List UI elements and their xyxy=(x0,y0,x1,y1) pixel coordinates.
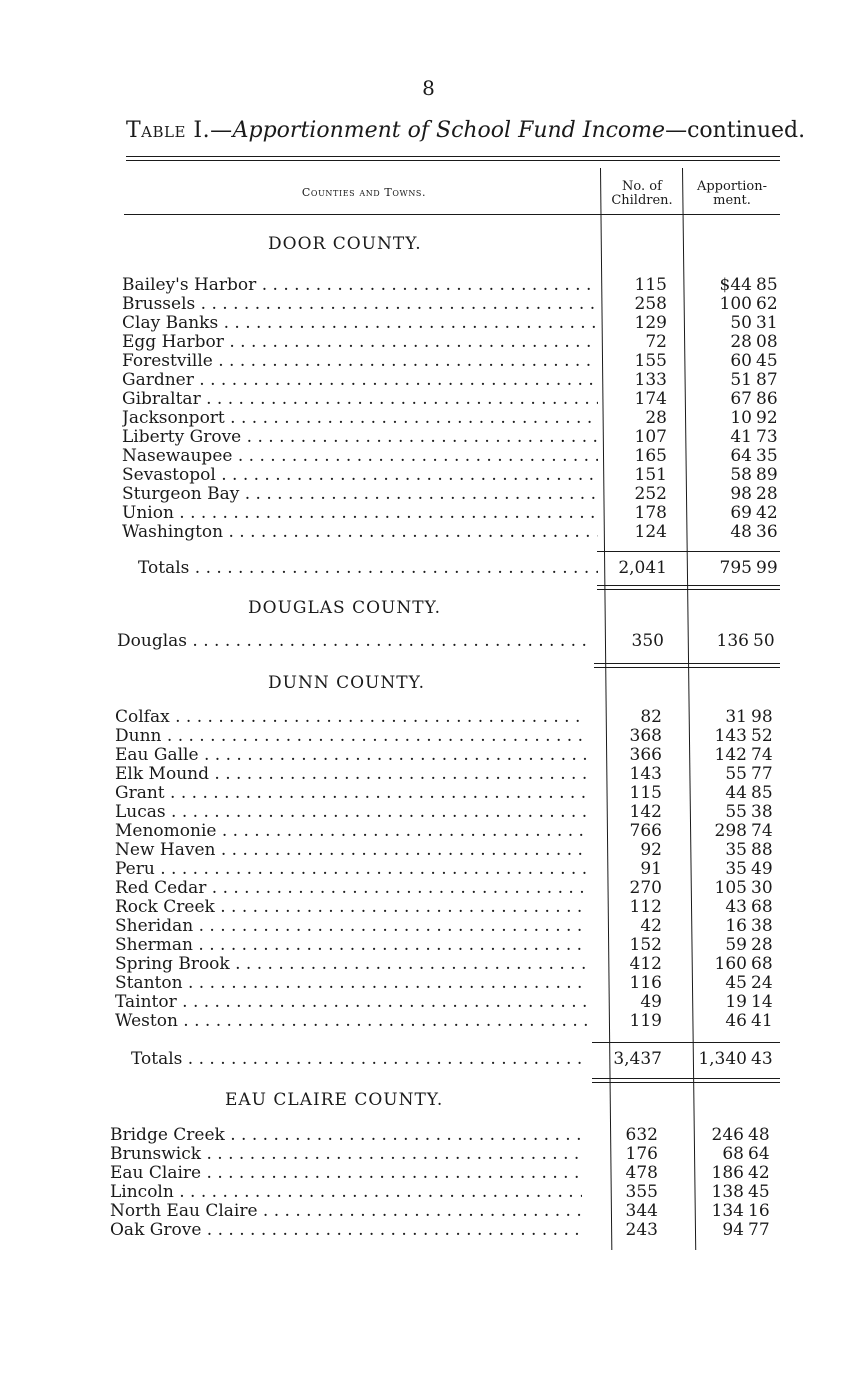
table-row xyxy=(0,485,857,504)
apportionment-dollars: $44 xyxy=(719,275,752,295)
apportionment-cents: 52 xyxy=(751,726,773,746)
apportionment-dollars: 246 xyxy=(711,1125,744,1145)
children-count: 82 xyxy=(640,707,662,727)
apportionment-dollars: 48 xyxy=(730,522,752,542)
children-count: 174 xyxy=(634,389,667,409)
section-double-rule xyxy=(592,1082,780,1083)
table-row xyxy=(0,371,857,390)
town-name: Lincoln . . . xyxy=(110,1183,582,1202)
town-name: Nasewaupee . . . xyxy=(122,447,598,466)
totals-row xyxy=(0,1050,857,1069)
section-double-rule xyxy=(597,589,780,590)
table-row xyxy=(0,917,857,936)
apportionment-cents: 92 xyxy=(756,408,778,428)
apportionment-cents: 45 xyxy=(748,1182,770,1202)
apportionment-cents: 49 xyxy=(751,859,773,879)
town-name: Oak Grove . . . xyxy=(110,1221,582,1240)
town-name: Stanton . . . xyxy=(115,974,587,993)
children-count: 165 xyxy=(634,446,667,466)
table-row xyxy=(0,727,857,746)
header-counties-and-towns: Counties and Towns. xyxy=(301,186,427,199)
apportionment-cents: 42 xyxy=(748,1163,770,1183)
apportionment-cents: 08 xyxy=(756,332,778,352)
table-row xyxy=(0,276,857,295)
section-double-rule xyxy=(592,1078,780,1079)
totals-dollars: 795 xyxy=(719,558,752,578)
table-row xyxy=(0,314,857,333)
town-name: Sheridan . . . xyxy=(115,917,587,936)
header-children-line1: No. of xyxy=(622,179,662,194)
table-row xyxy=(0,1126,857,1145)
apportionment-dollars: 134 xyxy=(711,1201,744,1221)
apportionment-dollars: 142 xyxy=(714,745,747,765)
children-count: 155 xyxy=(634,351,667,371)
table-row xyxy=(0,632,857,651)
children-count: 344 xyxy=(625,1201,658,1221)
children-count: 112 xyxy=(629,897,662,917)
header-apportionment xyxy=(684,180,780,208)
table-row xyxy=(0,898,857,917)
apportionment-cents: 16 xyxy=(748,1201,770,1221)
apportionment-cents: 50 xyxy=(753,631,775,651)
apportionment-dollars: 64 xyxy=(730,446,752,466)
town-name: Clay Banks . . . xyxy=(122,314,598,333)
table-row xyxy=(0,993,857,1012)
children-count: 258 xyxy=(634,294,667,314)
town-name: Grant . . . xyxy=(115,784,587,803)
children-count: 766 xyxy=(629,821,662,841)
children-count: 28 xyxy=(645,408,667,428)
table-row xyxy=(0,333,857,352)
town-name: Jacksonport . . . xyxy=(122,409,598,428)
table-row xyxy=(0,803,857,822)
town-name: Menomonie . . . xyxy=(115,822,587,841)
apportionment-dollars: 10 xyxy=(730,408,752,428)
children-count: 412 xyxy=(629,954,662,974)
town-name: Sturgeon Bay . . . xyxy=(122,485,598,504)
apportionment-dollars: 51 xyxy=(730,370,752,390)
apportionment-dollars: 55 xyxy=(725,802,747,822)
apportionment-dollars: 44 xyxy=(725,783,747,803)
apportionment-dollars: 298 xyxy=(714,821,747,841)
apportionment-dollars: 67 xyxy=(730,389,752,409)
table-row xyxy=(0,936,857,955)
town-name: Colfax . . . xyxy=(115,708,587,727)
apportionment-dollars: 68 xyxy=(722,1144,744,1164)
town-name: Eau Galle . . . xyxy=(115,746,587,765)
town-name: Gibraltar . . . xyxy=(122,390,598,409)
table-row xyxy=(0,955,857,974)
apportionment-cents: 30 xyxy=(751,878,773,898)
table-row xyxy=(0,841,857,860)
town-name: Elk Mound . . . xyxy=(115,765,587,784)
children-count: 252 xyxy=(634,484,667,504)
table-row xyxy=(0,1164,857,1183)
table-title-prefix: Table I.— xyxy=(126,118,233,143)
apportionment-cents: 24 xyxy=(751,973,773,993)
totals-children: 3,437 xyxy=(613,1049,662,1069)
table-row xyxy=(0,523,857,542)
apportionment-cents: 31 xyxy=(756,313,778,333)
totals-top-rule xyxy=(592,1042,780,1043)
apportionment-cents: 74 xyxy=(751,821,773,841)
children-count: 91 xyxy=(640,859,662,879)
children-count: 632 xyxy=(625,1125,658,1145)
apportionment-cents: 98 xyxy=(751,707,773,727)
apportionment-dollars: 98 xyxy=(730,484,752,504)
apportionment-dollars: 19 xyxy=(725,992,747,1012)
apportionment-dollars: 100 xyxy=(719,294,752,314)
children-count: 151 xyxy=(634,465,667,485)
apportionment-dollars: 186 xyxy=(711,1163,744,1183)
town-name: Washington . . . xyxy=(122,523,598,542)
totals-cents: 99 xyxy=(756,558,778,578)
header-children-line2: Children. xyxy=(611,193,673,208)
table-row xyxy=(0,1221,857,1240)
header-apportion-line2: ment. xyxy=(713,193,751,208)
town-name: North Eau Claire . . . xyxy=(110,1202,582,1221)
apportionment-cents: 38 xyxy=(751,916,773,936)
children-count: 72 xyxy=(645,332,667,352)
town-name: Liberty Grove . . . xyxy=(122,428,598,447)
apportionment-dollars: 45 xyxy=(725,973,747,993)
totals-top-rule xyxy=(597,551,780,552)
apportionment-cents: 45 xyxy=(756,351,778,371)
children-count: 478 xyxy=(625,1163,658,1183)
apportionment-cents: 77 xyxy=(751,764,773,784)
town-name: Bailey's Harbor . . . xyxy=(122,276,598,295)
apportionment-dollars: 43 xyxy=(725,897,747,917)
apportionment-dollars: 160 xyxy=(714,954,747,974)
apportionment-cents: 36 xyxy=(756,522,778,542)
children-count: 243 xyxy=(625,1220,658,1240)
apportionment-cents: 74 xyxy=(751,745,773,765)
table-row xyxy=(0,784,857,803)
children-count: 115 xyxy=(629,783,662,803)
town-name: Bridge Creek . . . xyxy=(110,1126,582,1145)
table-row xyxy=(0,390,857,409)
town-name: Red Cedar . . . xyxy=(115,879,587,898)
table-row xyxy=(0,822,857,841)
apportionment-cents: 35 xyxy=(756,446,778,466)
town-name: Dunn . . . xyxy=(115,727,587,746)
table-row xyxy=(0,746,857,765)
children-count: 49 xyxy=(640,992,662,1012)
table-title-suffix: —continued. xyxy=(665,118,806,143)
apportionment-cents: 42 xyxy=(756,503,778,523)
table-title-italic: Apportionment of School Fund Income xyxy=(232,118,666,143)
table-row xyxy=(0,860,857,879)
apportionment-cents: 68 xyxy=(751,897,773,917)
children-count: 115 xyxy=(634,275,667,295)
totals-dollars: 1,340 xyxy=(698,1049,747,1069)
apportionment-cents: 89 xyxy=(756,465,778,485)
totals-label: Totals . . . xyxy=(131,1050,587,1069)
header-apportion-line1: Apportion- xyxy=(696,179,768,194)
table-row xyxy=(0,352,857,371)
town-name: New Haven . . . xyxy=(115,841,587,860)
apportionment-dollars: 58 xyxy=(730,465,752,485)
town-name: Eau Claire . . . xyxy=(110,1164,582,1183)
apportionment-dollars: 94 xyxy=(722,1220,744,1240)
apportionment-dollars: 28 xyxy=(730,332,752,352)
town-name: Peru . . . xyxy=(115,860,587,879)
children-count: 119 xyxy=(629,1011,662,1031)
children-count: 355 xyxy=(625,1182,658,1202)
children-count: 366 xyxy=(629,745,662,765)
table-row xyxy=(0,295,857,314)
totals-cents: 43 xyxy=(751,1049,773,1069)
table-row xyxy=(0,1183,857,1202)
table-row xyxy=(0,879,857,898)
apportionment-cents: 28 xyxy=(751,935,773,955)
table-row xyxy=(0,1012,857,1031)
apportionment-dollars: 16 xyxy=(725,916,747,936)
apportionment-cents: 64 xyxy=(748,1144,770,1164)
town-name: Sherman . . . xyxy=(115,936,587,955)
children-count: 133 xyxy=(634,370,667,390)
children-count: 142 xyxy=(629,802,662,822)
town-name: Brunswick . . . xyxy=(110,1145,582,1164)
children-count: 270 xyxy=(629,878,662,898)
apportionment-dollars: 59 xyxy=(725,935,747,955)
header-no-of-children xyxy=(602,180,682,208)
town-name: Spring Brook . . . xyxy=(115,955,587,974)
children-count: 178 xyxy=(634,503,667,523)
table-row xyxy=(0,504,857,523)
apportionment-cents: 87 xyxy=(756,370,778,390)
apportionment-cents: 14 xyxy=(751,992,773,1012)
apportionment-cents: 68 xyxy=(751,954,773,974)
totals-label: Totals . . . xyxy=(138,559,598,578)
town-name: Gardner . . . xyxy=(122,371,598,390)
page-number: 8 xyxy=(422,76,435,100)
town-name: Egg Harbor . . . xyxy=(122,333,598,352)
apportionment-cents: 28 xyxy=(756,484,778,504)
apportionment-cents: 86 xyxy=(756,389,778,409)
children-count: 107 xyxy=(634,427,667,447)
town-name: Union . . . xyxy=(122,504,598,523)
town-name: Sevastopol . . . xyxy=(122,466,598,485)
apportionment-dollars: 55 xyxy=(725,764,747,784)
children-count: 116 xyxy=(629,973,662,993)
apportionment-dollars: 143 xyxy=(714,726,747,746)
table-title xyxy=(126,118,806,143)
apportionment-dollars: 138 xyxy=(711,1182,744,1202)
county-heading: DUNN COUNTY. xyxy=(268,673,426,693)
town-name: Douglas . . . xyxy=(117,632,593,651)
apportionment-dollars: 50 xyxy=(730,313,752,333)
apportionment-cents: 38 xyxy=(751,802,773,822)
table-row xyxy=(0,447,857,466)
apportionment-dollars: 41 xyxy=(730,427,752,447)
county-heading: EAU CLAIRE COUNTY. xyxy=(225,1090,444,1110)
county-heading: DOUGLAS COUNTY. xyxy=(248,598,442,618)
apportionment-cents: 62 xyxy=(756,294,778,314)
header-double-rule-top xyxy=(126,156,780,157)
table-row xyxy=(0,1202,857,1221)
apportionment-cents: 73 xyxy=(756,427,778,447)
children-count: 124 xyxy=(634,522,667,542)
table-row xyxy=(0,466,857,485)
table-row xyxy=(0,428,857,447)
children-count: 143 xyxy=(629,764,662,784)
apportionment-dollars: 35 xyxy=(725,859,747,879)
county-heading: DOOR COUNTY. xyxy=(268,234,422,254)
table-row xyxy=(0,1145,857,1164)
header-double-rule-bottom xyxy=(126,160,780,161)
town-name: Weston . . . xyxy=(115,1012,587,1031)
apportionment-cents: 85 xyxy=(751,783,773,803)
table-row xyxy=(0,708,857,727)
children-count: 176 xyxy=(625,1144,658,1164)
section-double-rule xyxy=(597,585,780,586)
apportionment-dollars: 46 xyxy=(725,1011,747,1031)
table-row xyxy=(0,765,857,784)
table-row xyxy=(0,974,857,993)
children-count: 350 xyxy=(631,631,664,651)
town-name: Rock Creek . . . xyxy=(115,898,587,917)
apportionment-cents: 41 xyxy=(751,1011,773,1031)
section-double-rule xyxy=(594,663,780,664)
apportionment-dollars: 35 xyxy=(725,840,747,860)
apportionment-dollars: 105 xyxy=(714,878,747,898)
apportionment-cents: 85 xyxy=(756,275,778,295)
children-count: 368 xyxy=(629,726,662,746)
children-count: 42 xyxy=(640,916,662,936)
apportionment-dollars: 31 xyxy=(725,707,747,727)
town-name: Forestville . . . xyxy=(122,352,598,371)
town-name: Brussels . . . xyxy=(122,295,598,314)
apportionment-dollars: 60 xyxy=(730,351,752,371)
town-name: Taintor . . . xyxy=(115,993,587,1012)
apportionment-dollars: 136 xyxy=(716,631,749,651)
children-count: 152 xyxy=(629,935,662,955)
children-count: 129 xyxy=(634,313,667,333)
apportionment-cents: 48 xyxy=(748,1125,770,1145)
table-row xyxy=(0,409,857,428)
children-count: 92 xyxy=(640,840,662,860)
section-double-rule xyxy=(594,667,780,668)
totals-children: 2,041 xyxy=(618,558,667,578)
totals-row xyxy=(0,559,857,578)
apportionment-cents: 88 xyxy=(751,840,773,860)
apportionment-cents: 77 xyxy=(748,1220,770,1240)
apportionment-dollars: 69 xyxy=(730,503,752,523)
town-name: Lucas . . . xyxy=(115,803,587,822)
